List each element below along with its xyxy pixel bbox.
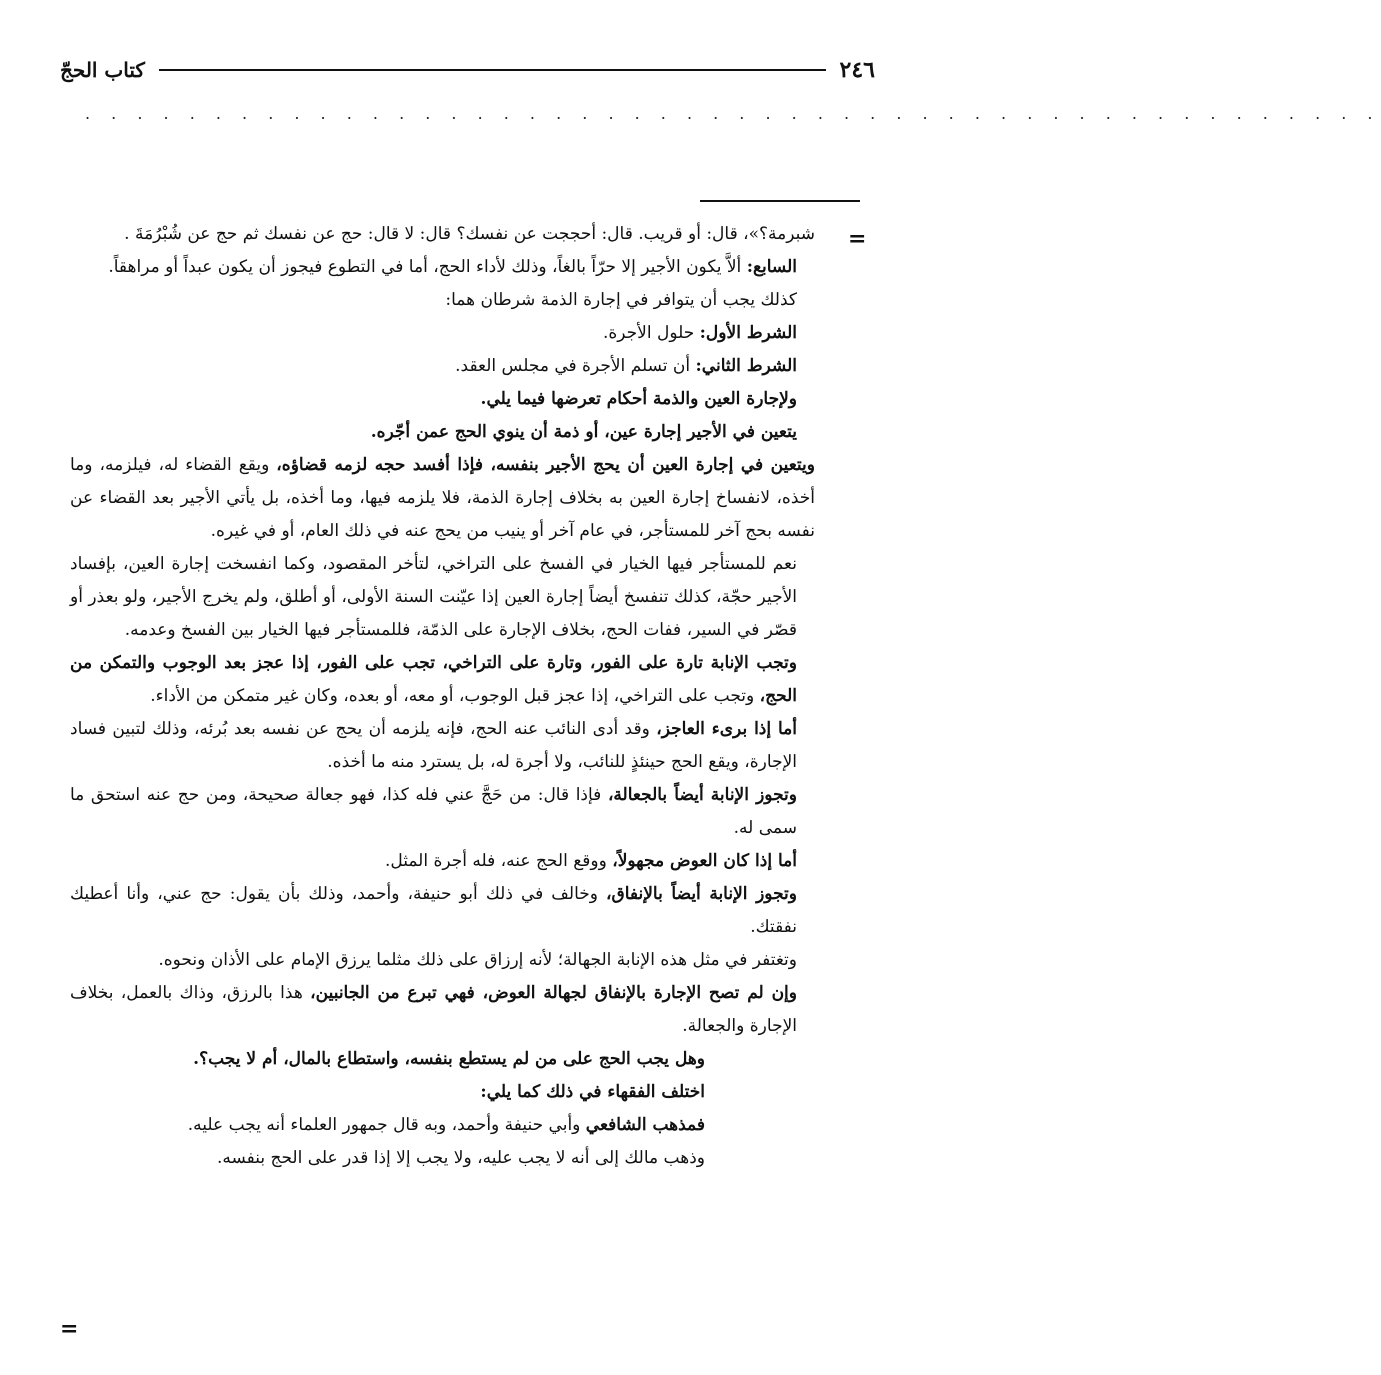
paragraph: الشرط الأول: حلول الأجرة. [602, 323, 797, 343]
paragraph: يتعين في الأجير إجارة عين، أو ذمة أن ينوي الحج عمن أجّره. [370, 422, 797, 442]
header-rule [159, 69, 826, 71]
paragraph: شبرمة؟»، قال: أو قريب. قال: أحججت عن نفسك؟ قال: لا قال: حج عن نفسك ثم حج عن شُبْرُمَةَ . [124, 224, 815, 244]
paragraph: وتجب الإنابة تارة على الفور، وتارة على التراخي، تجب على الفور، إذا عجز بعد الوجوب والتمكن من الحج، وتجب على التراخي، إذا عجز قبل الوجوب، أو معه، أو بعده، وكان غير متمكن من الأداء. [70, 653, 797, 706]
page-body [70, 218, 815, 1175]
paragraph: ويتعين في إجارة العين أن يحج الأجير بنفسه، فإذا أفسد حجه لزمه قضاؤه، ويقع القضاء له، فيلزمه، وما أخذه، لانفساخ إجارة العين به بخلاف إجارة الذمة، فلا يلزمه فيها، وما أخذه، بل يأتي الأجير بعد القضاء عن نفسه بحج آخر للمستأجر، في عام آخر أو ينيب من يحج عنه في ذلك العام، أو في غيره. [70, 455, 816, 541]
paragraph: وهل يجب الحج على من لم يستطع بنفسه، واستطاع بالمال، أم لا يجب؟. [193, 1049, 705, 1069]
paragraph: أما إذا برىء العاجز، وقد أدى النائب عنه الحج، فإنه يلزمه أن يحج عن نفسه بعد بُرئه، وذلك لتبين فساد الإجارة، ويقع الحج حينئذٍ للنائب، ولا أجرة له، بل يسترد منه ما أخذه. [70, 719, 797, 772]
paragraph: وتجوز الإنابة أيضاً بالجعالة، فإذا قال: من حَجَّ عني فله كذا، فهو جعالة صحيحة، ومن حج عنه استحق ما سمى له. [70, 785, 797, 838]
dotted-separator: . . . . . . . . . . . . . . . . . . . . . . . . . . . . . . . . . . . . . . . . . . . . . . . . . . [85, 104, 1381, 123]
paragraph: ولإجارة العين والذمة أحكام تعرضها فيما يلي. [480, 389, 797, 409]
paragraph: فمذهب الشافعي وأبي حنيفة وأحمد، وبه قال جمهور العلماء أنه يجب عليه. [187, 1115, 705, 1135]
page-number: ٢٤٦ [839, 57, 875, 83]
paragraph: السابع: ألاَّ يكون الأجير إلا حرّاً بالغاً، وذلك لأداء الحج، أما في التطوع فيجوز أن يكون عبداً أو مراهقاً. [108, 257, 797, 277]
page-header [60, 50, 875, 90]
paragraph: وإن لم تصح الإجارة بالإنفاق لجهالة العوض، فهي تبرع من الجانبين، هذا بالرزق، وذاك بالعمل، بخلاف الإجارة والجعالة. [70, 983, 797, 1036]
paragraph: الشرط الثاني: أن تسلم الأجرة في مجلس العقد. [455, 356, 797, 376]
margin-mark-bottom: = [60, 1316, 79, 1342]
footnote-rule [700, 200, 860, 202]
paragraph: كذلك يجب أن يتوافر في إجارة الذمة شرطان هما: [445, 290, 797, 310]
paragraph: نعم للمستأجر فيها الخيار في الفسخ على التراخي، لتأخر المقصود، وكما انفسخت إجارة العين، بإفساد الأجير حجّة، كذلك تنفسخ أيضاً إجارة العين إذا عيّنت السنة الأولى، أو أطلق، ولم يخرج الأجير، ولو بعذر أو قصّر في السير، ففات الحج، بخلاف الإجارة على الذمّة، فللمستأجر فيها الخيار بين الفسخ وعدمه. [70, 554, 797, 640]
paragraph: وذهب مالك إلى أنه لا يجب عليه، ولا يجب إلا إذا قدر على الحج بنفسه. [216, 1148, 705, 1168]
margin-mark-top: = [848, 226, 867, 252]
paragraph: أما إذا كان العوض مجهولاً، ووقع الحج عنه، فله أجرة المثل. [384, 851, 797, 871]
paragraph: اختلف الفقهاء في ذلك كما يلي: [480, 1082, 705, 1102]
paragraph: وتجوز الإنابة أيضاً بالإنفاق، وخالف في ذلك أبو حنيفة، وأحمد، وذلك بأن يقول: حج عني، وأنا أعطيك نفقتك. [70, 884, 797, 937]
paragraph: وتغتفر في مثل هذه الإنابة الجهالة؛ لأنه إرزاق على ذلك مثلما يرزق الإمام على الأذان ونحوه. [158, 950, 797, 970]
book-title: كتاب الحجّ [60, 58, 145, 82]
